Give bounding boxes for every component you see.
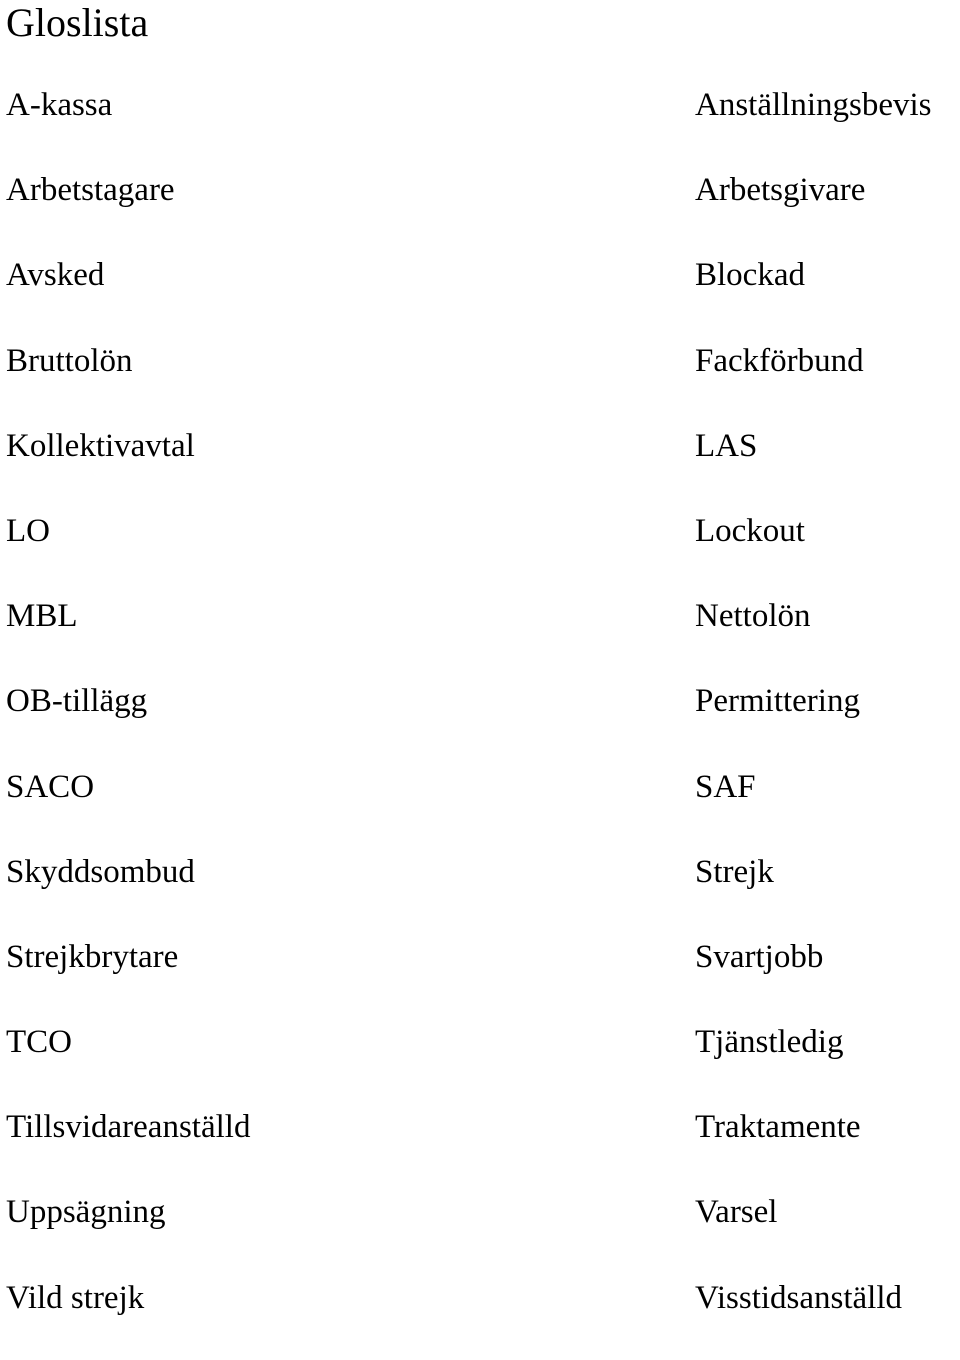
glossary-term: Arbetstagare	[6, 172, 175, 209]
glossary-term: Arbetsgivare	[695, 172, 866, 209]
glossary-term: OB-tillägg	[6, 683, 148, 720]
glossary-term: Anställningsbevis	[695, 87, 932, 123]
glossary-term: TCO	[6, 1024, 72, 1061]
glossary-term: Lockout	[695, 512, 805, 549]
glossary-term: Avsked	[6, 257, 105, 294]
glossary-term: Tillsvidareanställd	[6, 1109, 251, 1146]
glossary-term: A-kassa	[6, 87, 113, 123]
glossary-term: SAF	[695, 768, 756, 805]
glossary-left-column	[6, 82, 250, 1360]
glossary-term: Traktamente	[695, 1109, 861, 1146]
page-title: Gloslista	[6, 0, 149, 45]
glossary-term: MBL	[6, 598, 78, 635]
glossary-term: Svartjobb	[695, 938, 824, 975]
glossary-term: Varsel	[695, 1194, 778, 1231]
glossary-term: Kollektivavtal	[6, 427, 195, 464]
glossary-term: Visstidsanställd	[695, 1279, 903, 1316]
glossary-term: Bruttolön	[6, 342, 133, 379]
glossary-term: Strejkbrytare	[6, 938, 179, 975]
glossary-term: Fackförbund	[695, 342, 864, 379]
glossary-term: LO	[6, 512, 50, 549]
glossary-term: Nettolön	[695, 598, 811, 635]
glossary-term: Skyddsombud	[6, 853, 195, 890]
glossary-right-column	[695, 82, 932, 1360]
glossary-term: Vild strejk	[6, 1279, 145, 1316]
glossary-term: LAS	[695, 427, 758, 464]
glossary-term: Uppsägning	[6, 1194, 166, 1231]
glossary-term: Strejk	[695, 853, 774, 890]
glossary-term: Permittering	[695, 683, 860, 720]
glossary-term: Tjänstledig	[695, 1024, 844, 1061]
glossary-term: Blockad	[695, 257, 805, 294]
glossary-term: SACO	[6, 768, 95, 805]
